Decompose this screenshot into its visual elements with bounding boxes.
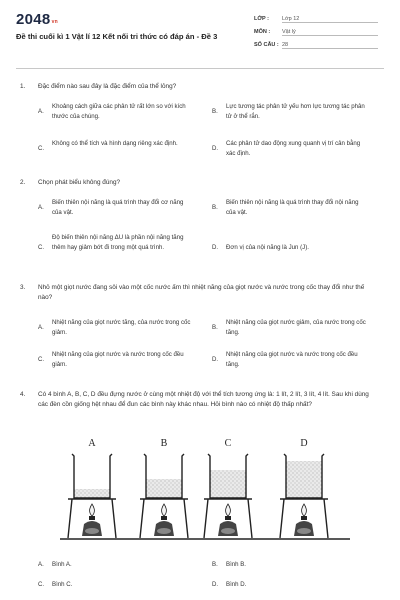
beaker-d [280, 454, 328, 499]
water-level-d [286, 461, 322, 498]
burner-c [218, 504, 238, 536]
beaker-label-d: D [300, 438, 308, 449]
water-level-b [146, 479, 182, 498]
exam-page: $2048_{vn}$ Đề thi cuối kì 1 Vật lí 12 Kết nối tri thức có đáp án - Đề 3 LỚP : Lớp 12 MÔN : Vật lý SỐ CÂU : 28 1. Đặc điểm nào sau đây là đặc điểm của thể lỏng? A. Khoảng cách giữa các phân tử rất lớn so với kích thước của chúng. B. Lực tương tác phân tử yếu hơn lực tương tác phân tử ở thể rắn. C. Không có thể tích và hình dạng riêng xác định. D. Các phân tử dao động xung quanh vị trí cân bằng xác định. 2. Chọn phát biểu không đúng? A. Biến thiên nội năng là quá trình thay đổi cơ năng của vật. B. Biến thiên nội năng là quá trình thay đổi nội năng của vật. C. Độ biến thiên nội năng ΔU là phần nội năng tăng thêm hay giảm bớt đi trong một quá trình. D. Đơn vị của nội năng là Jun (J). 3. Nhỏ một giọt nước đang sôi vào một cốc nước ấm thì nhiệt năng của giọt nước và nước trong cốc thay đổi như thế nào? A. Nhiệt năng của giọt nước tăng, của nước trong cốc giảm. B. Nhiệt năng của giọt nước giảm, của nước trong cốc tăng. C. Nhiệt năng của giọt nước và nước trong cốc đều giảm. D. Nhiệt năng của giọt nước và nước trong cốc đều tăng. 4. Có 4 bình A, B, C, D đều đựng nước ở cùng một nhiệt độ với thể tích tương ứng là: 1 lít, 2 lít, 3 lít, 4 lít. Sau khi dùng các đèn cồn giống hệt nhau để đun các bình này khác nhau. Hỏi bình nào có nhiệt độ thấp nhất? A B C D A. Bình A. B. Bình B. C. Bình C. D. Bình D. [0, 0, 400, 600]
question-text: Chọn phát biểu không đúng? [38, 179, 121, 186]
meta-subject: MÔN : Vật lý [254, 29, 378, 36]
burner-b [154, 504, 174, 536]
water-level-a [74, 489, 110, 498]
page-header [0, 0, 400, 72]
beaker-label-c: C [224, 438, 232, 449]
beakers-figure [60, 432, 350, 550]
question-text: Đặc điểm nào sau đây là đặc điểm của thể lỏng? [38, 83, 177, 90]
question-text: Có 4 bình A, B, C, D đều đựng nước ở cùng một nhiệt độ với thể tích tương ứng là: 1 lít, 2 lít, 3 lít, 4 lít. Sau khi dùng các đèn cồn giống hệt nhau để đun các bình này khác nhau. Hỏi bình nào có nhiệt độ thấp nhất? [38, 391, 369, 408]
exam-title: Đề thi cuối kì 1 Vật lí 12 Kết nối tri thức có đáp án - Đề 3 [16, 32, 218, 41]
meta-question-count: SỐ CÂU : 28 [254, 42, 378, 49]
header-divider [16, 68, 384, 69]
burner-d [294, 504, 314, 536]
question-text: Nhỏ một giọt nước đang sôi vào một cốc nước ấm thì nhiệt năng của giọt nước và nước trong cốc thay đổi như thế nào? [38, 284, 365, 301]
beaker-c [204, 454, 252, 499]
meta-class: LỚP : Lớp 12 [254, 16, 378, 23]
site-logo[interactable]: $2048_{vn}$ [16, 11, 59, 28]
beaker-a [68, 454, 116, 499]
water-level-c [210, 470, 246, 498]
beaker-label-a: A [88, 438, 96, 449]
alcohol-burners [82, 504, 314, 536]
burner-a [82, 504, 102, 536]
beaker-b [140, 454, 188, 499]
beaker-label-b: B [160, 438, 168, 449]
